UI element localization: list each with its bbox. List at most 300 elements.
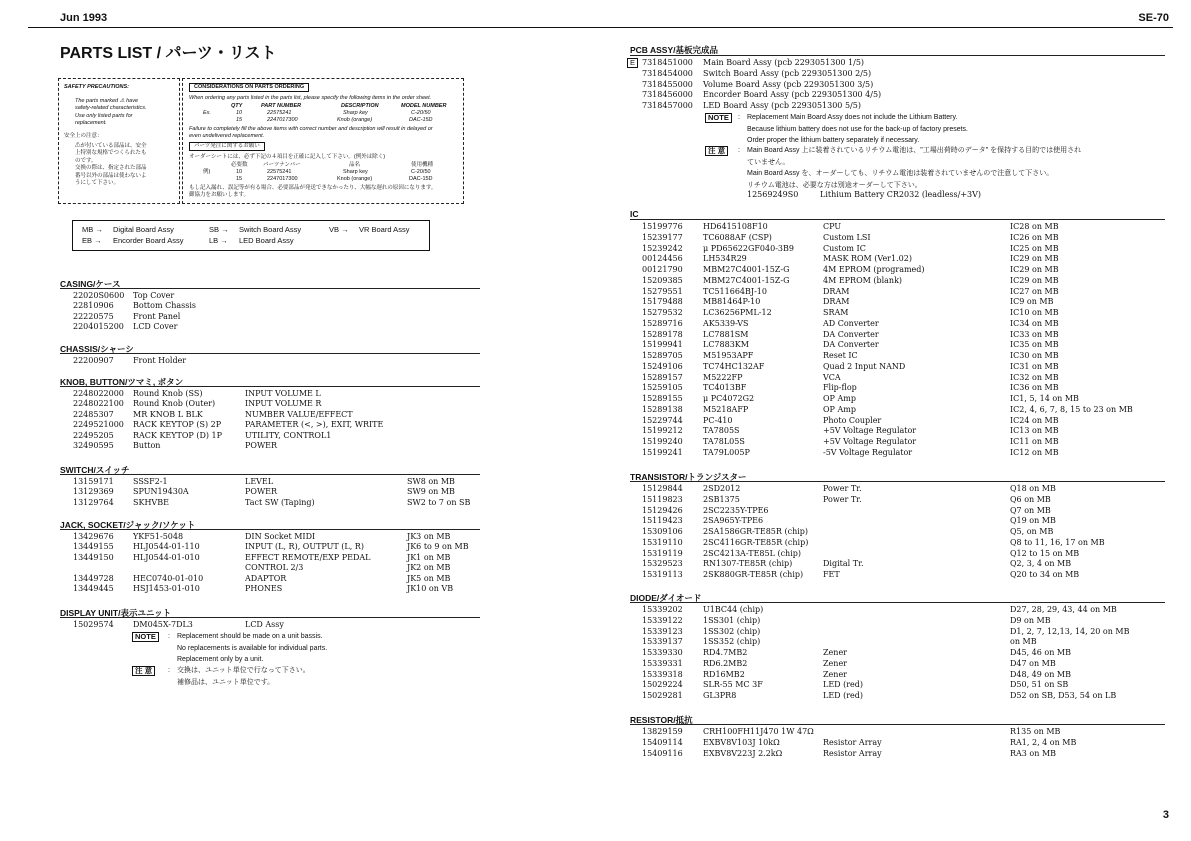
section-title: DISPLAY UNIT/表示ユニット: [60, 608, 172, 618]
pcb-note-line: Because lithium battery does not use for the back-up of factory presets.: [747, 125, 969, 133]
abbr-label: LED Board Assy: [239, 236, 294, 245]
part-name: Front Panel: [133, 311, 181, 321]
part-location: IC29 on MB: [1010, 265, 1059, 274]
section-rule: [60, 617, 480, 618]
part-description: VCA: [823, 372, 841, 382]
part-name: M51953APF: [703, 351, 754, 360]
jp-ex2-qty: 15: [236, 176, 243, 182]
display-note-colon: :: [168, 633, 170, 640]
part-number: 13159171: [73, 477, 114, 486]
ordering-intro: When ordering any parts listed in the parts list, please specify the following items in the order sheet.: [189, 95, 432, 101]
part-location: IC32 on MB: [1010, 372, 1059, 382]
pcb-jp-tag: 注 意: [705, 146, 728, 156]
jp-ex2-model: DAC-15D: [409, 176, 433, 182]
col-description: DESCRIPTION: [341, 103, 379, 109]
part-number: 15339137: [642, 637, 683, 647]
pcb-description: Volume Board Assy (pcb 2293051300 3/5): [703, 79, 874, 89]
part-name: Round Knob (SS): [133, 389, 203, 398]
part-description: 4M EPROM (programed): [823, 265, 925, 274]
pcb-jp-lines: [747, 145, 1081, 191]
part-number: 13449728: [73, 573, 114, 583]
part-name: HSJ1453-01-010: [133, 584, 200, 593]
part-name: LC7881SM: [703, 329, 749, 339]
header-model: SE-70: [1138, 12, 1169, 24]
part-number: 15409116: [642, 748, 683, 758]
part-location: IC33 on MB: [1010, 329, 1059, 339]
part-name: SLR-55 MC 3F: [703, 680, 763, 690]
part-number: 15179488: [642, 297, 683, 307]
safety-line: Use only listed parts for: [75, 112, 133, 119]
part-location: SW2 to 7 on SB: [407, 497, 471, 507]
part-description: CPU: [823, 222, 842, 231]
display-note-line: Replacement should be made on a unit bassis.: [177, 633, 323, 640]
part-number: 15339330: [642, 648, 683, 657]
section-title: CHASSIS/シャーシ: [60, 344, 134, 354]
pcb-note-lines: [747, 112, 968, 147]
part-location: IC2, 4, 6, 7, 8, 15 to 23 on MB: [1010, 404, 1133, 414]
part-number: 00121790: [642, 265, 683, 274]
display-note-line: No replacements is available for individual parts.: [177, 644, 328, 652]
part-name: U1BC44 (chip): [703, 605, 764, 614]
part-number: 15289138: [642, 404, 683, 414]
part-number: 15289155: [642, 394, 683, 403]
section-title: CASING/ケース: [60, 279, 121, 289]
ex1-model: C-20/50: [411, 110, 431, 116]
part-location: IC29 on MB: [1010, 254, 1059, 264]
part-description: POWER: [245, 441, 278, 450]
part-description: DRAM: [823, 297, 850, 307]
part-description: DRAM: [823, 286, 850, 296]
abbr-label: VR Board Assy: [359, 225, 410, 234]
part-number: 15029281: [642, 691, 683, 700]
part-description: 4M EPROM (blank): [823, 275, 903, 285]
part-name: RD4.7MB2: [703, 648, 748, 657]
part-location: IC9 on MB: [1010, 297, 1054, 307]
part-description: Zener: [823, 669, 848, 679]
part-location: IC26 on MB: [1010, 232, 1059, 242]
battery-part-number: 12569249S0: [747, 190, 799, 199]
jp-ex-label: 例): [203, 169, 211, 175]
part-name: YKF51-5048: [133, 532, 184, 541]
part-number: 15029224: [642, 680, 683, 690]
section-title: TRANSISTOR/トランジスター: [630, 472, 747, 482]
part-name: TC4013BF: [703, 383, 747, 393]
part-number: 15199941: [642, 340, 683, 350]
part-name: RD16MB2: [703, 669, 745, 679]
part-name: PC-410: [703, 415, 733, 425]
part-number: 13449445: [73, 584, 114, 593]
abbr-code: SB →: [209, 225, 229, 234]
part-description: CONTROL 2/3: [245, 563, 304, 573]
part-description: Power Tr.: [823, 494, 862, 504]
part-number: 22020S0600: [73, 291, 125, 300]
part-name: Bottom Chassis: [133, 301, 196, 311]
part-location: IC30 on MB: [1010, 351, 1059, 360]
part-location: D52 on SB, D53, 54 on LB: [1010, 691, 1117, 700]
part-number: 15199240: [642, 437, 683, 446]
part-description: LEVEL: [245, 477, 274, 486]
section-rule: [60, 288, 480, 289]
jp-col-part: パーツナンバー: [263, 162, 301, 168]
part-location: IC12 on MB: [1010, 447, 1059, 457]
part-description: Resistor Array: [823, 737, 882, 747]
part-name: TA78L05S: [703, 437, 745, 446]
part-number: 13449150: [73, 552, 114, 562]
section-title: RESISTOR/抵抗: [630, 715, 693, 725]
part-location: RA3 on MB: [1010, 748, 1057, 758]
display-jp-lines: [177, 665, 310, 688]
part-description: DIN Socket MIDI: [245, 532, 316, 541]
part-description: Reset IC: [823, 351, 858, 360]
part-name: 2SD2012: [703, 484, 741, 493]
col-model: MODEL NUMBER: [401, 103, 447, 109]
safety-line: The parts marked ⚠ have: [75, 98, 139, 104]
abbr-code: LB →: [209, 236, 228, 245]
safety-box: [58, 78, 180, 204]
part-number: 15339331: [642, 658, 683, 668]
part-description: NUMBER VALUE/EFFECT: [245, 409, 353, 419]
display-jp-tag: 注 意: [132, 666, 155, 676]
page-title: PARTS LIST / パーツ・リスト: [60, 45, 277, 62]
part-number: 13129764: [73, 497, 114, 507]
part-description: Tact SW (Taping): [245, 497, 315, 507]
part-name: HLJ0544-01-110: [133, 542, 200, 552]
abbr-label: Digital Board Assy: [113, 225, 174, 234]
part-name: 1SS352 (chip): [703, 637, 761, 647]
part-location: D50, 51 on SB: [1010, 680, 1069, 690]
part-location: IC28 on MB: [1010, 222, 1059, 231]
abbr-code: EB →: [82, 236, 102, 245]
part-location: IC1, 5, 14 on MB: [1010, 394, 1079, 403]
pcb-description: Encorder Board Assy (pcb 2293051300 4/5): [703, 90, 882, 100]
ordering-jp-note1: もし記入漏れ、誤記等が有る場合、必要部品が発送できなかったり、大幅な遅れの原因になります。: [189, 185, 437, 191]
pcb-part-number: 7318455000: [642, 79, 693, 89]
part-location: R135 on MB: [1010, 727, 1061, 736]
part-location: IC35 on MB: [1010, 340, 1059, 350]
part-location: IC31 on MB: [1010, 361, 1059, 371]
pcb-part-number: 7318456000: [642, 90, 693, 100]
part-location: Q12 to 15 on MB: [1010, 548, 1080, 558]
part-name: Top Cover: [133, 291, 175, 300]
ordering-jp-intro: オーダーシートには、必ず下記の４項目を正確に記入して下さい。(例外は除く): [189, 154, 386, 160]
part-description: PHONES: [245, 584, 283, 593]
part-description: Custom LSI: [823, 232, 871, 242]
part-number: 22810906: [73, 301, 114, 311]
part-description: Power Tr.: [823, 484, 862, 493]
part-number: 15279551: [642, 286, 683, 296]
part-description: Flip-flop: [823, 383, 857, 393]
part-location: Q2, 3, 4 on MB: [1010, 559, 1072, 569]
part-description: PARAMETER (<, >), EXIT, WRITE: [245, 420, 384, 430]
part-number: 15119823: [642, 494, 683, 504]
abbreviation-box: [72, 220, 430, 251]
part-location: D48, 49 on MB: [1010, 669, 1071, 679]
part-location: JK3 on MB: [407, 532, 451, 541]
jp-ex1-part: 22575241: [267, 169, 292, 175]
part-number: 15239242: [642, 243, 683, 253]
safety-jp-line: 交換の際は、指定された部品: [75, 165, 147, 172]
ordering-jp-note2: 御協力をお願いします。: [189, 192, 250, 198]
pcb-note-colon: :: [738, 114, 740, 121]
part-name: 2SC2235Y-TPE6: [703, 505, 769, 515]
part-number: 15319113: [642, 570, 683, 579]
ex2-part: 2247017300: [267, 117, 298, 123]
part-name: AK5339-VS: [703, 318, 749, 328]
part-name: RACK KEYTOP (S) 2P: [133, 420, 222, 430]
part-number: 15249106: [642, 361, 683, 371]
part-name: TC74HC132AF: [703, 361, 765, 371]
pcb-jp-line: Main Board Assy 上に装着されているリチウム電池は、"工場出荷時のデータ" を保持する目的では使用され: [747, 147, 1082, 154]
part-name: MB81464P-10: [703, 297, 761, 307]
safety-jp-lines: [75, 143, 147, 187]
pcb-marker: E: [627, 58, 638, 68]
part-name: TA7805S: [703, 426, 740, 436]
part-location: IC13 on MB: [1010, 426, 1059, 436]
part-location: RA1, 2, 4 on MB: [1010, 737, 1077, 747]
part-location: D47 on MB: [1010, 658, 1056, 668]
part-location: Q8 to 11, 16, 17 on MB: [1010, 537, 1105, 547]
abbr-label: Encorder Board Assy: [113, 236, 184, 245]
part-description: UTILITY, CONTROL1: [245, 430, 332, 440]
part-location: IC36 on MB: [1010, 383, 1059, 393]
part-number: 15289178: [642, 329, 683, 339]
part-number: 15339123: [642, 626, 683, 636]
part-number: 15339318: [642, 669, 683, 679]
part-location: JK10 on VB: [407, 584, 454, 593]
section-title: DIODE/ダイオード: [630, 593, 702, 603]
part-description: Photo Coupler: [823, 415, 882, 425]
part-name: 2SA1586GR-TE85R (chip): [703, 527, 809, 536]
safety-jp-line: 番号以外の部品は使わないよ: [75, 172, 147, 179]
ex1-qty: 10: [236, 110, 243, 116]
part-name: CRH100FH11J470 1W 47Ω: [703, 727, 814, 736]
part-number: 22495205: [73, 430, 114, 440]
part-name: MBM27C4001-15Z-G: [703, 265, 790, 274]
section-title: SWITCH/スイッチ: [60, 465, 130, 475]
ordering-heading: CONSIDERATIONS ON PARTS ORDERING: [189, 83, 309, 92]
part-number: 32490595: [73, 441, 114, 450]
part-description: Digital Tr.: [823, 559, 864, 569]
ex1-part: 22575241: [267, 110, 292, 116]
part-description: OP Amp: [823, 404, 856, 414]
jp-ex2-desc: Knob (orange): [337, 176, 373, 182]
section-title: KNOB, BUTTON/ツマミ, ボタン: [60, 377, 184, 387]
part-number: 2248022100: [73, 399, 124, 409]
part-number: 13829159: [642, 727, 683, 736]
part-description: INPUT (L, R), OUTPUT (L, R): [245, 542, 364, 552]
part-name: μ PC4072G2: [703, 394, 755, 403]
jp-ex1-desc: Sharp key: [343, 169, 368, 175]
part-name: LC7883KM: [703, 340, 749, 350]
part-description: POWER: [245, 487, 278, 497]
part-number: 22485307: [73, 409, 114, 419]
part-name: LC36256PML-12: [703, 308, 772, 317]
safety-jp-heading: 安全上の注意：: [64, 133, 103, 139]
ex-label: Ex.: [203, 110, 211, 116]
part-location: Q18 on MB: [1010, 484, 1056, 493]
part-description: OP Amp: [823, 394, 856, 403]
part-location: Q20 to 34 on MB: [1010, 570, 1080, 579]
part-name: 2SK880GR-TE85R (chip): [703, 570, 804, 579]
part-name: MR KNOB L BLK: [133, 409, 203, 419]
section-rule: [630, 724, 1165, 725]
display-jp-colon: :: [168, 667, 170, 674]
part-location: D27, 28, 29, 43, 44 on MB: [1010, 605, 1117, 614]
part-number: 15129844: [642, 484, 683, 493]
part-name: HD6415108F10: [703, 222, 768, 231]
part-number: 22220575: [73, 311, 114, 321]
pcb-note-line: Order proper the lithium battery separately if necessary.: [747, 137, 920, 144]
part-location: D9 on MB: [1010, 615, 1051, 625]
part-name: Button: [133, 441, 161, 450]
ordering-failure: Failure to completely fill the above items with correct number and description will result in delayed or: [189, 126, 433, 132]
part-number: 15309106: [642, 527, 683, 536]
display-note-lines: [177, 631, 327, 666]
part-description: SRAM: [823, 308, 849, 317]
part-location: IC24 on MB: [1010, 415, 1059, 425]
part-description: Zener: [823, 658, 848, 668]
part-number: 2204015200: [73, 322, 124, 332]
display-note-tag: NOTE: [132, 632, 159, 642]
abbr-code: VB →: [329, 225, 349, 234]
pcb-jp-line: Main Board Assy を、オーダーしても、リチウム電池は装着されていませんので注意して下さい。: [747, 170, 1054, 177]
part-description: LED (red): [823, 680, 864, 690]
ex2-desc: Knob (orange): [337, 117, 373, 123]
part-name: Round Knob (Outer): [133, 399, 216, 409]
part-location: IC10 on MB: [1010, 308, 1059, 317]
part-name: SSSF2-1: [133, 477, 168, 486]
part-name: RD6.2MB2: [703, 658, 748, 668]
part-number: 15029574: [73, 620, 114, 629]
section-rule: [630, 481, 1165, 482]
part-description: LED (red): [823, 691, 864, 700]
part-name: TC6088AF (CSP): [703, 232, 772, 242]
part-name: MBM27C4001-15Z-G: [703, 275, 790, 285]
abbr-label: Switch Board Assy: [239, 225, 302, 234]
ordering-jp-heading: パーツ発注に関するお願い: [189, 142, 265, 151]
part-number: 15289157: [642, 372, 683, 382]
part-name: 2SB1375: [703, 494, 740, 504]
page-number: 3: [1162, 809, 1169, 821]
jp-col-qty: 必要数: [231, 162, 248, 168]
part-number: 22200907: [73, 356, 114, 365]
part-location: Q7 on MB: [1010, 505, 1051, 515]
safety-line: safety-related characteristics.: [75, 105, 147, 112]
part-name: EXBV8V223J 2.2kΩ: [703, 748, 783, 758]
part-name: DM045X-7DL3: [133, 620, 193, 629]
part-location: JK1 on MB: [407, 552, 451, 562]
part-name: 2SA965Y-TPE6: [703, 516, 764, 526]
part-description: MASK ROM (Ver1.02): [823, 254, 912, 264]
section-title: IC: [630, 209, 639, 219]
display-note-line: Replacement only by a unit.: [177, 656, 264, 663]
part-name: LH534R29: [703, 254, 747, 264]
part-location: on MB: [1010, 637, 1037, 647]
part-location: JK5 on MB: [407, 573, 451, 583]
safety-jp-line: ⚠が付いている部品は、安全: [75, 143, 147, 149]
pcb-jp-line: リチウム電池は、必要な方は別途オーダーして下さい。: [747, 181, 922, 189]
part-number: 15329523: [642, 559, 683, 569]
part-description: Quad 2 Input NAND: [823, 361, 906, 371]
part-name: SPUN19430A: [133, 487, 189, 497]
part-name: TA79L005P: [703, 447, 750, 457]
part-description: Resistor Array: [823, 748, 882, 758]
ordering-failure2: even undelivered replacement.: [189, 133, 265, 139]
part-location: D1, 2, 7, 12,13, 14, 20 on MB: [1010, 626, 1130, 636]
part-number: 15319110: [642, 537, 683, 547]
part-location: Q5, on MB: [1010, 527, 1054, 536]
part-location: IC34 on MB: [1010, 318, 1059, 328]
part-number: 15119423: [642, 516, 683, 526]
part-number: 15259105: [642, 383, 683, 393]
part-number: 2248022000: [73, 389, 124, 398]
section-rule: [60, 386, 480, 387]
part-name: M5218AFP: [703, 404, 749, 414]
pcb-note-tag: NOTE: [705, 113, 732, 123]
part-description: +5V Voltage Regulator: [823, 437, 917, 446]
part-location: SW8 on MB: [407, 477, 455, 486]
pcb-description: Switch Board Assy (pcb 2293051300 2/5): [703, 68, 872, 78]
part-description: +5V Voltage Regulator: [823, 426, 917, 436]
pcb-part-number: 7318457000: [642, 101, 693, 111]
display-jp-line: 補修品は、ユニット単位です。: [177, 678, 275, 686]
ex2-qty: 15: [236, 117, 243, 123]
part-location: IC25 on MB: [1010, 243, 1059, 253]
part-name: EXBV8V103J 10kΩ: [703, 737, 780, 747]
part-name: TC511664BJ-10: [703, 286, 767, 296]
part-number: 15289705: [642, 351, 683, 360]
ex1-desc: Sharp key: [343, 110, 368, 116]
part-name: LCD Cover: [133, 322, 178, 332]
display-jp-line: 交換は、ユニット単位で行なって下さい。: [177, 667, 310, 674]
part-description: INPUT VOLUME R: [245, 399, 322, 409]
header-date: Jun 1993: [60, 12, 108, 24]
part-number: 13449155: [73, 542, 114, 552]
pcb-jp-colon: :: [738, 147, 740, 154]
section-rule: [60, 474, 480, 475]
section-rule: [630, 219, 1165, 220]
part-location: JK6 to 9 on MB: [407, 542, 469, 552]
part-description: LCD Assy: [245, 620, 284, 629]
jp-ex2-part: 2247017300: [267, 176, 298, 182]
part-name: 2SC4213A-TE85L (chip): [703, 548, 802, 558]
part-number: 15199776: [642, 222, 683, 231]
part-location: SW9 on MB: [407, 487, 455, 497]
part-description: DA Converter: [823, 329, 879, 339]
part-name: SKHVBE: [133, 497, 169, 507]
part-location: Q19 on MB: [1010, 516, 1056, 526]
part-name: 1SS302 (chip): [703, 626, 761, 636]
section-title: JACK, SOCKET/ジャック/ソケット: [60, 520, 196, 530]
part-number: 15279532: [642, 308, 683, 317]
part-number: 15209385: [642, 275, 683, 285]
section-rule: [60, 353, 480, 354]
pcb-description: Main Board Assy (pcb 2293051300 1/5): [703, 58, 865, 67]
part-location: JK2 on MB: [407, 563, 451, 573]
safety-jp-line: のです。: [75, 157, 97, 164]
safety-heading: SAFETY PRECAUTIONS:: [64, 84, 129, 90]
part-description: Zener: [823, 648, 848, 657]
part-number: 00124456: [642, 254, 683, 264]
part-name: GL3PR8: [703, 691, 737, 700]
section-rule: [630, 602, 1165, 603]
jp-ex1-model: C-20/50: [411, 169, 431, 175]
part-number: 15129426: [642, 505, 683, 515]
part-name: HLJ0544-01-010: [133, 552, 200, 562]
part-name: HEC0740-01-010: [133, 573, 204, 583]
part-name: M5222FP: [703, 372, 743, 382]
ex2-model: DAC-15D: [409, 117, 433, 123]
